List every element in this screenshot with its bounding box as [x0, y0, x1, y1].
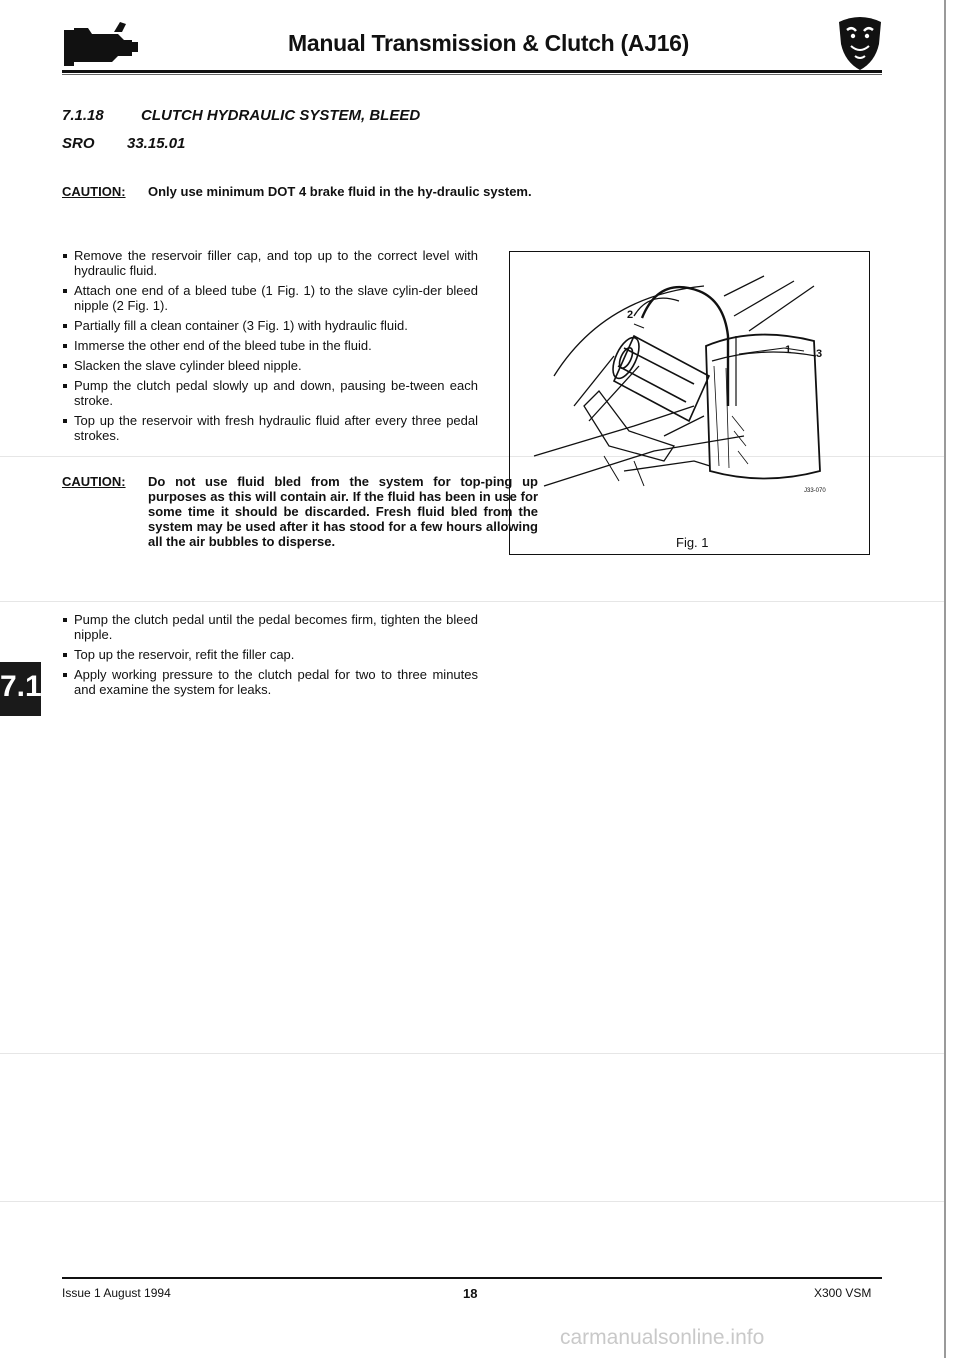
procedure-steps: [62, 612, 478, 702]
callout-2: 2: [627, 309, 634, 321]
figure-ref-code: J33-070: [804, 488, 826, 494]
procedure-step: Top up the reservoir, refit the filler cap.: [62, 647, 478, 662]
page-edge: [944, 0, 946, 1358]
caution-text: Only use minimum DOT 4 brake fluid in the hy-draulic system.: [148, 184, 532, 199]
caution-note: [62, 184, 542, 218]
caution-text: Do not use fluid bled from the system for top-ping up purposes as this will contain air. If the fluid has been in use for some time it should be discarded. Fresh fluid bled from the system may be used after it has stood for a few hours allowing all the air bubbles to disperse.: [148, 474, 538, 549]
sro-number: 33.15.01: [127, 135, 186, 152]
page-number: 18: [463, 1286, 478, 1301]
gearbox-logo-icon: [62, 20, 140, 70]
caution-label: CAUTION:: [62, 474, 126, 489]
header-title: Manual Transmission & Clutch (AJ16): [288, 30, 690, 56]
footer-rule: [62, 1277, 882, 1279]
procedure-step: Apply working pressure to the clutch pedal for two to three minutes and examine the system for leaks.: [62, 667, 478, 697]
watermark: carmanualsonline.info: [560, 1326, 765, 1349]
section-tab: [0, 662, 41, 716]
procedure-step: Attach one end of a bleed tube (1 Fig. 1) to the slave cylin-der bleed nipple (2 Fig. 1).: [62, 283, 478, 313]
footer-issue: Issue 1 August 1994: [62, 1286, 171, 1300]
procedure-step: Immerse the other end of the bleed tube in the fluid.: [62, 338, 478, 353]
section-tab-label: 7.1: [0, 670, 42, 703]
scan-artifact: [0, 1201, 944, 1202]
caution-label: CAUTION:: [62, 184, 126, 199]
scan-artifact: [0, 601, 944, 602]
section-title: CLUTCH HYDRAULIC SYSTEM, BLEED: [141, 107, 421, 124]
procedure-step: Partially fill a clean container (3 Fig. 1) with hydraulic fluid.: [62, 318, 478, 333]
procedure-steps: [62, 248, 478, 448]
caution-note: [62, 474, 542, 584]
sro-label: SRO: [62, 135, 95, 152]
section-number: 7.1.18: [62, 107, 104, 124]
header-rule-thin: [62, 74, 882, 75]
procedure-step: Slacken the slave cylinder bleed nipple.: [62, 358, 478, 373]
footer-model: X300 VSM: [814, 1286, 872, 1300]
procedure-step: Pump the clutch pedal until the pedal becomes firm, tighten the bleed nipple.: [62, 612, 478, 642]
clutch-bleed-illustration: [514, 256, 864, 506]
callout-3: 3: [816, 348, 823, 360]
header-rule: [62, 70, 882, 73]
callout-1: 1: [785, 344, 792, 356]
figure-caption: Fig. 1: [676, 535, 709, 550]
jaguar-head-emblem-icon: [835, 14, 885, 72]
procedure-step: Pump the clutch pedal slowly up and down, pausing be-tween each stroke.: [62, 378, 478, 408]
scan-artifact: [0, 1053, 944, 1054]
procedure-step: Remove the reservoir filler cap, and top up to the correct level with hydraulic fluid.: [62, 248, 478, 278]
procedure-step: Top up the reservoir with fresh hydraulic fluid after every three pedal strokes.: [62, 413, 478, 443]
